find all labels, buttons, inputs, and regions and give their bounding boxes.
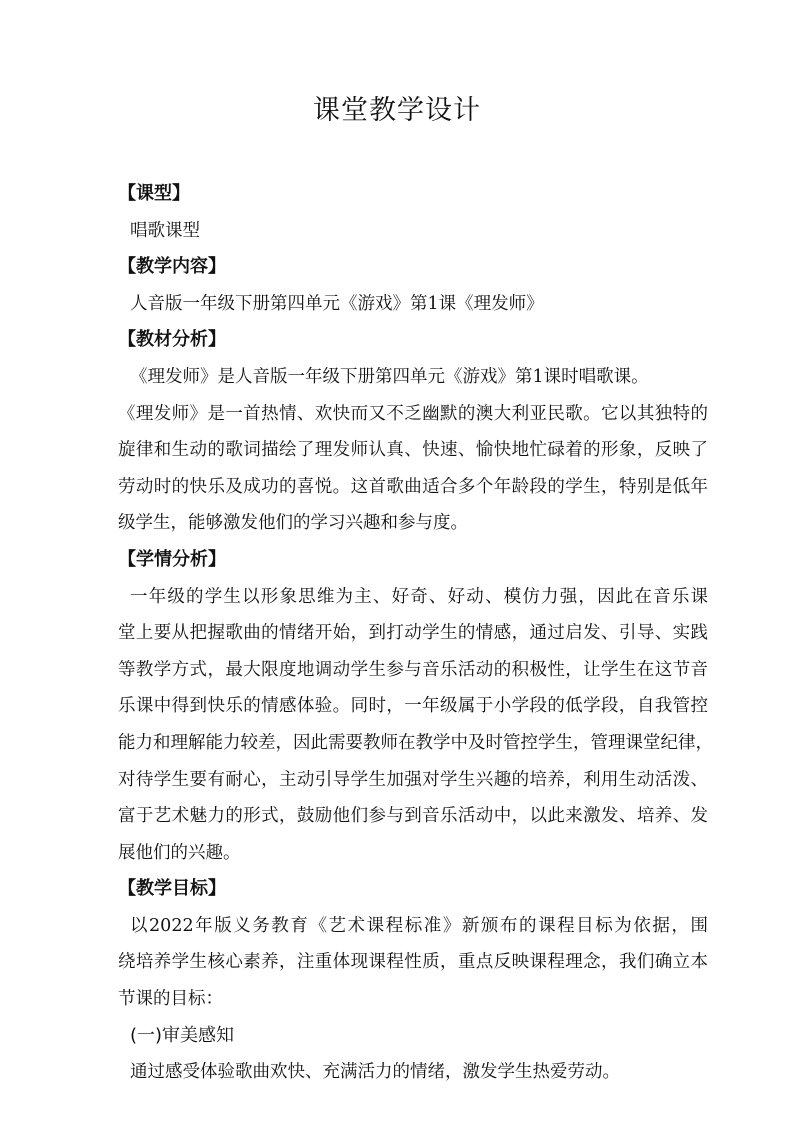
paragraph-line: 《理发师》是人音版一年级下册第四单元《游戏》第1课时唱歌课。 xyxy=(130,366,649,387)
section-heading-content: 【教学内容】 xyxy=(118,256,226,278)
paragraph-line: 以2022年版义务教育《艺术课程标准》新颁布的课程目标为依据，围 xyxy=(130,915,708,936)
paragraph-line: 一年级的学生以形象思维为主、好奇、好动、模仿力强，因此在音乐课 xyxy=(130,586,708,607)
paragraph-line: 级学生，能够激发他们的学习兴趣和参与度。 xyxy=(118,513,468,534)
paragraph-line: 通过感受体验歌曲欢快、充满活力的情绪，激发学生热爱劳动。 xyxy=(130,1062,620,1083)
paragraph-line: 富于艺术魅力的形式，鼓励他们参与到音乐活动中，以此来激发、培养、发 xyxy=(118,806,708,827)
paragraph-line: 劳动时的快乐及成功的喜悦。这首歌曲适合多个年龄段的学生，特别是低年 xyxy=(118,476,708,497)
paragraph-line: 绕培养学生核心素养，注重体现课程性质，重点反映课程理念，我们确立本 xyxy=(118,952,708,973)
paragraph-line: 能力和理解能力较差，因此需要教师在教学中及时管控学生，管理课堂纪律， xyxy=(118,732,713,753)
paragraph-line: 旋律和生动的歌词描绘了理发师认真、快速、愉快地忙碌着的形象，反映了 xyxy=(118,440,708,461)
paragraph-line: 对待学生要有耐心，主动引导学生加强对学生兴趣的培养，利用生动活泼、 xyxy=(118,769,708,790)
paragraph-line: 等教学方式，最大限度地调动学生参与音乐活动的积极性，让学生在这节音 xyxy=(118,659,708,680)
section-heading-student-analysis: 【学情分析】 xyxy=(118,548,226,570)
lesson-type-text: 唱歌课型 xyxy=(130,220,200,241)
paragraph-line: 《理发师》是一首热情、欢快而又不乏幽默的澳大利亚民歌。它以其独特的 xyxy=(118,403,708,424)
paragraph-line: 乐课中得到快乐的情感体验。同时，一年级属于小学段的低学段，自我管控 xyxy=(118,696,708,717)
page-title: 课堂教学设计 xyxy=(313,95,481,126)
document-body xyxy=(118,176,713,1091)
paragraph-line: 展他们的兴趣。 xyxy=(118,842,241,863)
content-text: 人音版一年级下册第四单元《游戏》第1课《理发师》 xyxy=(130,293,544,314)
section-heading-goals: 【教学目标】 xyxy=(118,878,226,900)
sub-heading-aesthetic-perception: (一)审美感知 xyxy=(130,1024,235,1046)
section-heading-textbook-analysis: 【教材分析】 xyxy=(118,329,226,351)
paragraph-line: 堂上要从把握歌曲的情绪开始，到打动学生的情感，通过启发、引导、实践 xyxy=(118,623,708,644)
paragraph-line: 节课的目标： xyxy=(118,989,223,1010)
section-heading-lesson-type: 【课型】 xyxy=(118,183,190,204)
